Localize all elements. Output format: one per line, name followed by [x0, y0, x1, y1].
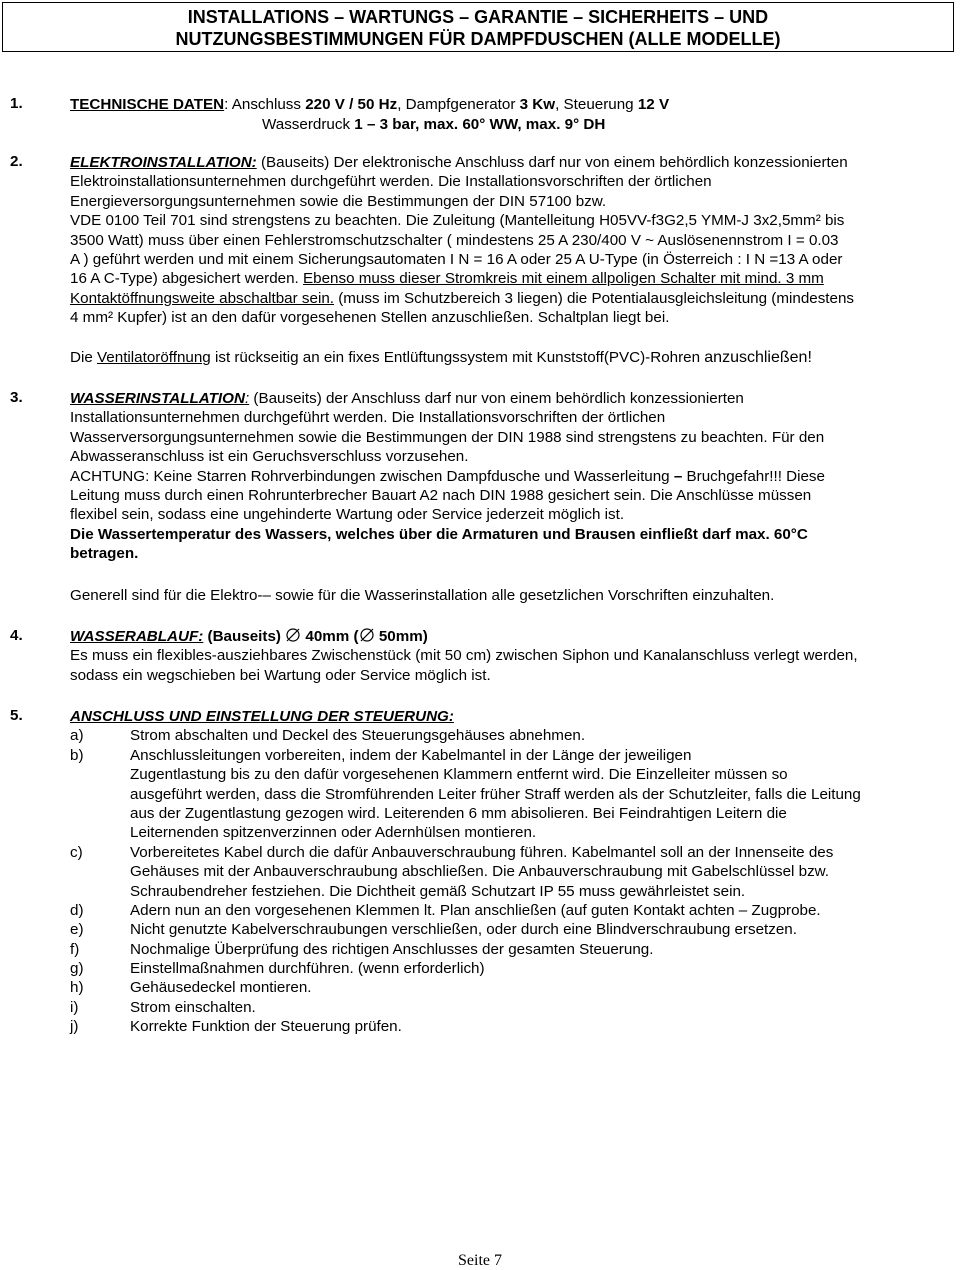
list-item — [70, 901, 950, 920]
section-3-line: Leitung muss durch einen Rohrunterbrecher Bauart A2 nach DIN 1988 gesichert sein. Die Anschlüsse müssen — [70, 486, 812, 504]
section-3-line: flexibel sein, sodass eine ungehinderte Wartung oder Service jederzeit möglich ist. — [70, 506, 625, 524]
list-text: Gehäusedeckel montieren. — [130, 979, 312, 997]
section-2-body — [70, 153, 950, 328]
list-label: j) — [70, 1018, 79, 1036]
section-1-heading: TECHNISCHE DATEN — [70, 96, 225, 113]
text: Wasserdruck — [262, 116, 355, 133]
diameter-icon — [285, 627, 301, 643]
section-2-line — [70, 289, 950, 308]
text: 12 V — [637, 96, 670, 113]
section-1-line-2 — [262, 115, 605, 134]
list-label: i) — [70, 998, 79, 1016]
section-3-line — [70, 467, 950, 486]
list-text: Adern nun an den vorgesehenen Klemmen lt. Plan anschließen (auf guten Kontakt achten – Zugprobe. — [130, 901, 821, 919]
general-note: Generell sind für die Elektro-– sowie für die Wasserinstallation alle gesetzlichen Vorschriften einzuhalten. — [70, 587, 775, 604]
section-3-line: betragen. — [70, 545, 139, 563]
list-item — [70, 940, 950, 959]
text: Die — [70, 349, 98, 366]
list-label: e) — [70, 921, 84, 939]
section-5-heading: ANSCHLUSS UND EINSTELLUNG DER STEUERUNG: — [70, 708, 454, 725]
section-2-line: Energieversorgungsunternehmen sowie die Bestimmungen der DIN 57100 bzw. — [70, 192, 607, 210]
ventilation-note — [70, 348, 812, 367]
list-item-continued — [70, 765, 950, 784]
text: , Dampfgenerator — [397, 96, 520, 113]
text: ACHTUNG: Keine Starren Rohrverbindungen zwischen Dampfdusche und Wasserleitung — [70, 467, 674, 485]
list-text: Korrekte Funktion der Steuerung prüfen. — [130, 1018, 402, 1036]
list-item — [70, 843, 950, 862]
list-item — [70, 959, 950, 978]
document-title — [2, 2, 954, 52]
list-label: b) — [70, 746, 84, 764]
section-3-line: Installationsunternehmen durchgeführt werden. Die Installationsvorschriften der örtlichen — [70, 409, 666, 427]
list-item — [70, 746, 950, 765]
text: (muss im Schutzbereich 3 liegen) die Potentialausgleichsleitung (mindestens — [334, 289, 855, 307]
list-label: f) — [70, 940, 80, 958]
section-1-line-1 — [70, 95, 669, 114]
list-item-continued — [70, 862, 950, 881]
section-2-line — [70, 153, 950, 172]
list-label: h) — [70, 979, 84, 997]
section-4-heading: WASSERABLAUF: — [70, 628, 204, 645]
text: (Bauseits) Der elektronische Anschluss darf nur von einem behördlich konzessionierten — [256, 154, 848, 171]
text: (Bauseits) — [203, 628, 286, 645]
section-2-number: 2. — [10, 153, 23, 170]
text: , Steuerung — [555, 96, 638, 113]
section-3-number: 3. — [10, 389, 23, 406]
section-5-heading-row — [70, 707, 950, 726]
section-5-body — [70, 707, 950, 1037]
list-text: Zugentlastung bis zu den dafür vorgesehenen Klammern entfernt wird. Die Einzelleiter müssen so — [130, 766, 788, 784]
list-text: aus der Zugentlastung gezogen wird. Leiterenden 6 mm abisolieren. Bei Feindrahtigen Leitern die — [130, 804, 787, 822]
list-item — [70, 998, 950, 1017]
text: 40mm ( — [301, 628, 359, 645]
page-number: Seite 7 — [458, 1252, 502, 1269]
section-4-line: Es muss ein flexibles-ausziehbares Zwischenstück (mit 50 cm) zwischen Siphon und Kanalanschluss verlegt werden, — [70, 647, 858, 665]
text: 16 A C-Type) abgesichert werden. — [70, 270, 304, 288]
section-3-line: Die Wassertemperatur des Wassers, welches über die Armaturen und Brausen einfließt darf max. 60°C — [70, 525, 808, 543]
list-text: Strom abschalten und Deckel des Steuerungsgehäuses abnehmen. — [130, 727, 586, 745]
section-3-line: Wasserversorgungsunternehmen sowie die Bestimmungen der DIN 1988 sind strengstens zu beachten. Für den — [70, 428, 825, 446]
section-3-line — [70, 389, 950, 408]
text: : Anschluss — [224, 96, 306, 113]
list-label: d) — [70, 901, 84, 919]
text: 50mm) — [374, 628, 428, 645]
list-text: Nicht genutzte Kabelverschraubungen verschließen, oder durch eine Blindverschraubung ersetzen. — [130, 921, 797, 939]
text: 220 V / 50 Hz — [305, 96, 398, 113]
title-line-1: INSTALLATIONS – WARTUNGS – GARANTIE – SICHERHEITS – UND — [187, 7, 769, 27]
section-2-heading: ELEKTROINSTALLATION: — [70, 154, 257, 171]
list-text: Nochmalige Überprüfung des richtigen Anschlusses der gesamten Steuerung. — [130, 940, 654, 958]
title-line-2: NUTZUNGSBESTIMMUNGEN FÜR DAMPFDUSCHEN (ALLE MODELLE) — [175, 29, 781, 49]
list-item — [70, 726, 950, 745]
text: ist rückseitig an ein fixes Entlüftungssystem mit Kunststoff(PVC)-Rohren — [210, 349, 705, 366]
diameter-icon — [359, 627, 375, 643]
section-2-line: VDE 0100 Teil 701 sind strengstens zu beachten. Die Zuleitung (Mantelleitung H05VV-f3G2,5 YMM-J 3x2,5mm² bis — [70, 212, 845, 230]
text: Ebenso muss dieser Stromkreis mit einem allpoligen Schalter mit mind. 3 mm — [303, 270, 824, 288]
list-text: Schraubendreher festziehen. Die Dichtheit gemäß Schutzart IP 55 muss gewährleistet sein. — [130, 882, 746, 900]
section-2-line: Elektroinstallationsunternehmen durchgeführt werden. Die Installationsvorschriften der örtlichen — [70, 173, 712, 191]
section-4-line: sodass ein wegschieben bei Wartung oder Service möglich ist. — [70, 666, 491, 684]
text: : — [244, 390, 250, 407]
list-item-continued — [70, 823, 950, 842]
list-item — [70, 978, 950, 997]
text: Bruchgefahr!!! Diese — [682, 467, 825, 485]
list-label: a) — [70, 727, 84, 745]
list-text: Anschlussleitungen vorbereiten, indem der Kabelmantel in der Länge der jeweiligen — [130, 746, 692, 764]
section-4-body — [70, 627, 950, 685]
list-text: Gehäuses mit der Anbauverschraubung abschließen. Die Anbauverschraubung mit Gabelschlüssel bzw. — [130, 863, 830, 881]
text: Ventilatoröffnung — [97, 349, 211, 366]
text: 1 – 3 bar, max. 60° WW, max. 9° DH — [354, 116, 606, 133]
section-4-line — [70, 627, 950, 646]
list-item — [70, 1017, 950, 1036]
section-4-number: 4. — [10, 627, 23, 644]
section-5-number: 5. — [10, 707, 23, 724]
text: Kontaktöffnungsweite abschaltbar sein. — [70, 289, 334, 307]
section-2-line: 4 mm² Kupfer) ist an den dafür vorgesehenen Stellen anzuschließen. Schaltplan liegt bei. — [70, 309, 670, 327]
text: anzuschließen! — [704, 349, 812, 366]
section-3-heading: WASSERINSTALLATION — [70, 390, 245, 407]
section-2-line — [70, 269, 950, 288]
list-item-continued — [70, 785, 950, 804]
text: (Bauseits) der Anschluss darf nur von einem behördlich konzessionierten — [249, 390, 744, 407]
list-item-continued — [70, 882, 950, 901]
section-2-line: 3500 Watt) muss über einen Fehlerstromschutzschalter ( mindestens 25 A 230/400 V ~ Auslösenennstrom I = 0.03 — [70, 231, 839, 249]
section-1-number: 1. — [10, 95, 23, 112]
list-text: ausgeführt werden, dass die Stromführenden Leiter früher Straff werden als der Schutzleiter, falls die Leitung — [130, 785, 861, 803]
section-3-body — [70, 389, 950, 564]
list-label: g) — [70, 960, 84, 978]
list-text: Strom einschalten. — [130, 998, 256, 1016]
list-text: Einstellmaßnahmen durchführen. (wenn erforderlich) — [130, 960, 485, 978]
text: – — [673, 467, 683, 485]
text: 3 Kw — [519, 96, 556, 113]
list-item — [70, 920, 950, 939]
list-item-continued — [70, 804, 950, 823]
list-label: c) — [70, 843, 83, 861]
list-text: Leiternenden spitzenverzinnen oder Adernhülsen montieren. — [130, 824, 537, 842]
section-2-line: A ) geführt werden und mit einem Sicherungsautomaten I N = 16 A oder 25 A U-Type (in Österreich : I N =13 A oder — [70, 250, 843, 268]
section-3-line: Abwasseranschluss ist ein Geruchsverschluss vorzusehen. — [70, 448, 469, 466]
list-text: Vorbereitetes Kabel durch die dafür Anbauverschraubung führen. Kabelmantel soll an der Innenseite des — [130, 843, 834, 861]
